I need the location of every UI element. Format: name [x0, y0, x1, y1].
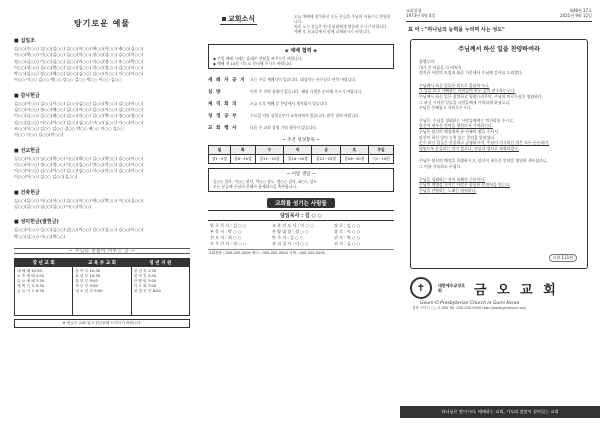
offering-column	[0, 0, 200, 424]
scripture-line: 당신이 하신 일이 능력 있는 일임을 알리셨다.	[419, 134, 496, 140]
reading-range: 창21~25장	[312, 155, 340, 164]
issue-line: 제48권 37호	[568, 8, 592, 13]
offering-group	[14, 37, 190, 84]
offering-names: 김○○(김○○) 이○○(이○○) 김○○(이○○) 배○○(박○○) 이○○(김○○)	[14, 197, 144, 203]
founding-line: 1973년 4월 4일	[406, 13, 436, 18]
reading-range: 시1~10편	[368, 155, 393, 164]
offering-names: 이○○(박○○) 이○○(김○○) 김○○(이○○) 정○○(김○○) 김○○(이○○)	[14, 52, 144, 58]
scripture-stanza	[419, 59, 579, 76]
schedule-row: 대 학 부 2:00	[133, 273, 157, 278]
offering-group-head: ■ 감사헌금	[14, 92, 40, 99]
welcome-line: 처음 오신 분들은 안내 위원에게 말씀해 주시기 바랍니다.	[294, 24, 389, 29]
schedule-row: 청 년 부 1:30	[133, 268, 157, 273]
bullet-icon	[222, 17, 226, 21]
news-label: 심 방	[208, 90, 222, 96]
news-header-title: 교회소식	[228, 15, 256, 23]
church-english-name: Geum-O Presbyterian Church in Gumi Korea	[420, 301, 520, 306]
schedule-rows	[15, 267, 72, 315]
founding-info	[406, 8, 435, 18]
staff-member: 교 육 전 도 사 : 이 ○ ○	[272, 223, 314, 229]
news-item	[208, 113, 394, 119]
schedule-column	[132, 259, 189, 315]
news-label: 교 회 행 사	[208, 126, 238, 132]
offering-names: 이○○ 이○○ 김○○ 박○○ 강○○ 김○○ 박○○ 이○○ 김○○	[14, 77, 122, 83]
church-identity	[410, 277, 588, 299]
birthday-title: ~ 이달 생일 ~	[286, 172, 316, 178]
news-text: 이번 주 지역 심방이 있습니다. 해당 가정은 준비해 주시기 바랍니다.	[250, 89, 363, 95]
issue-line: 2021년 9월 12일	[560, 13, 592, 18]
news-text: 다음 주 교회 창립 기념 행사가 있습니다.	[250, 125, 318, 131]
issue-meta	[406, 8, 592, 22]
offering-group	[14, 218, 190, 240]
senior-pastor: 담임목사 : 김 ○ ○	[208, 210, 394, 221]
birthday-box	[208, 168, 394, 192]
notice-lines	[213, 56, 389, 66]
denomination: 대한예수교장로회	[438, 283, 466, 293]
reading-day: 주일	[368, 146, 393, 155]
scripture-source: 시편 111편	[549, 254, 578, 262]
offering-names: 이○○(이○○) 김○○ 김○○(김○○)	[14, 174, 78, 180]
schedule-row: 새 벽 기 도 5:30	[17, 283, 45, 288]
schedule-row: 유 아 부 10:30	[75, 268, 101, 273]
offering-groups	[14, 37, 190, 240]
schedule-row: 기 도 회 7:00	[133, 283, 157, 288]
worship-notice-box	[208, 44, 394, 69]
offering-names: 조○○(이○○) 김○○ 김○○ 김○○ 박○○ 배○○ 이○○ 김○○	[14, 125, 124, 131]
schedule-head: 교 육 부 교 회	[73, 259, 130, 267]
scripture-text	[419, 59, 579, 193]
offering-names: 정○○(김○○) 이○○(김○○) 김○○(이○○) 이○○(정○○) 홍○○(박○○)	[14, 58, 144, 64]
staff-grid	[208, 223, 394, 247]
scripture-line: 당신이 세우신 언약을 영원토록 기억하신다.	[419, 123, 493, 129]
offering-names: 김○○(이○○) 정○○(배○○) 김○○(이○○) 김○○(이○○) 김○○(이○○)	[14, 107, 144, 113]
cover-column	[400, 0, 600, 424]
schedule-rows	[132, 267, 189, 315]
news-text: 오늘 오후 예배 후 본당에서 제직회가 있습니다.	[250, 101, 329, 107]
welcome-line: 예배 후 친교실에서 함께 교제하시기 바랍니다.	[294, 29, 371, 34]
staff-member: 원 로 목 사 : 김 ○ ○	[210, 223, 247, 229]
scripture-line: 그 이름 거룩하고 두렵다.	[419, 163, 462, 169]
offering-names: 김○○(이○○) 김○○(이○○) 김○○(김○○) 김○○(박○○) 김○○(이○○)	[14, 100, 144, 106]
church-motto: 표 어 : "하나님의 능력을 누리며 사는 성도"	[408, 27, 505, 33]
staff-member: 전 도 사 : 최 ○ ○	[210, 235, 242, 241]
staff-title: 교회를 섬기는 사람들	[267, 198, 335, 208]
news-item	[208, 77, 394, 83]
staff-member: 권 사 : 박 ○ ○	[334, 235, 361, 241]
schedule-row: 청 소 년 부 9:00	[75, 288, 103, 293]
offering-names: 김○○(김○○) 이○○(이○○) 김○○(김○○) 이○○(김○○) 이○○(이○○)	[14, 119, 144, 125]
staff-member: 반 주 자 : 김 ○ ○	[272, 235, 304, 241]
cross-logo-icon: ✝	[410, 277, 432, 299]
church-address: 경북 구미시 ○○로 000 Tel. 000-000-0000 http://www.geumoch.org	[412, 306, 526, 310]
staff-member: 장 로 : 이 ○ ○	[334, 229, 361, 235]
scripture-line: 주님께서 하신 일은 장엄하고 영광스러우며, 주님의 의로우심은 영원하다.	[419, 93, 543, 99]
offering-group-head: ■ 십일조	[14, 38, 35, 44]
offering-names: 김○○(이○○) 김○○(박○○) 이○○(박○○) 김○○(박○○) 김○○(이○○)	[14, 155, 144, 161]
reading-day: 금	[312, 146, 340, 155]
staff-member: 찬 양 대 장 : 정 ○ ○	[272, 229, 309, 235]
scripture-stanza	[419, 83, 579, 111]
staff-member: 사 무 간 사 : 정 ○ ○	[210, 241, 247, 247]
scripture-line: 주님은 당신의 백성에게 뭇 민족의 땅을 주셔서,	[419, 128, 500, 134]
scripture-line: 주님의 계명을 지키는 사람은 훌륭한 분별력을 얻는다.	[419, 182, 511, 188]
scripture-line: 영원토록 흔들리는 일이 없으니, 진실과 정의로 제정되었다.	[419, 145, 520, 151]
reading-day: 토	[340, 146, 368, 155]
news-text: 오는 주일 세례식이 있습니다. 대상자는 사무실로 연락 바랍니다.	[250, 77, 357, 83]
schedule-row: 유 치 부 10:30	[75, 273, 101, 278]
schedule-row: 금 요 기 도 8:30	[17, 288, 45, 293]
schedule-head: 청 년 지 원	[132, 259, 189, 267]
staff-member: 장 로 : 김 ○ ○	[334, 223, 361, 229]
news-item	[208, 125, 394, 131]
scripture-line: 주님을 경외하는 것이 지혜의 근본이다.	[419, 176, 486, 182]
schedule-row: 대 예 배 10:30	[17, 268, 42, 273]
offering-title: 탕기로운 예물	[73, 19, 131, 28]
offering-names: 이○○(김○○) 김○○(배○○) 김○○(이○○) 김○○(박○○) 정○○(정○○)	[14, 113, 144, 119]
scripture-line: 주님은, 주님을 경외하는 사람들에게는 먹거리를 주시고,	[419, 117, 515, 123]
scripture-line: 그 하신 기이한 일들을 사람들에게 기억하게 하셨으니,	[419, 99, 511, 105]
scripture-title: 주님께서 하신 일을 찬양하여라	[458, 46, 540, 53]
reading-day: 월	[209, 146, 231, 155]
contact-bar: 교회전화 : 000-000-0000 팩스 : 000-000-0000 사택 : 000-000-0000	[208, 249, 394, 256]
notice-title: ◈ 예배 협력 ◈	[284, 48, 318, 54]
scripture-line: 손수 하신 일들은 진실하고 공평하시며, 주님이 지시하신 법은 모두 든든하며,	[419, 140, 550, 146]
offering-names: 이○○ 이○○ 김○○(이○○)	[14, 132, 64, 138]
scripture-stanza	[419, 158, 579, 169]
offering-names: 김○○(주○○) 김○○(김○○) 김○○(이○○) 배○○(이○○) 배○○(김○○)	[14, 46, 144, 51]
offering-group	[14, 92, 190, 139]
reading-range: 창6~10장	[230, 155, 255, 164]
news-header	[208, 12, 394, 42]
reading-range: 창26~30장	[340, 155, 368, 164]
welcome-line: 오늘 예배에 참석하신 모든 분들을 주님의 이름으로 환영합니다.	[294, 14, 391, 24]
schedule-row: 수 요 예 배 7:30	[17, 278, 45, 283]
reading-table-title: ~ 주간 성경통독 ~	[282, 138, 320, 144]
slogan-bar: 하나님은 빛이시라, 예배하는 교회, 기도와 말씀이 살아있는 교회	[400, 406, 600, 418]
scripture-box	[410, 39, 588, 269]
schedule-column	[15, 259, 73, 315]
reading-range: 창1~5장	[209, 155, 231, 164]
reading-day: 수	[255, 146, 283, 155]
staff-member: 부 목 사 : 박 ○ ○	[210, 229, 242, 235]
scripture-line: 정직한 사람의 모임과 회중 가운데서 주님께 감사를 드리겠다.	[419, 70, 523, 76]
scripture-line: 주님께서 하신 일들은 참으로 훌륭하시니,	[419, 82, 490, 88]
offering-names: 박○○(김○○) 정○○(배○○) 김○○(김○○) 김○○(이○○) 이○○(이○○)	[14, 71, 144, 77]
church-name: 금 오 교 회	[474, 282, 559, 298]
scripture-line: 그 일을 보고 기뻐하는 사람들이 모두 깊이 연구하는구나.	[419, 88, 516, 94]
offering-group-head: ■ 성미헌금(쌀헌금)	[14, 219, 59, 226]
offering-group	[14, 189, 190, 211]
staff-member: 관 리 집 사 : 이 ○ ○	[272, 241, 309, 247]
birthday-lines	[213, 179, 389, 189]
worship-schedule-board	[14, 258, 190, 316]
news-column	[200, 0, 400, 424]
news-label: 제 직 회 의	[208, 102, 238, 108]
reading-day: 화	[230, 146, 255, 155]
staff-member: 권 사 : 김 ○ ○	[334, 241, 361, 247]
news-list	[208, 77, 394, 131]
birthday-line: 김○○ 집사, 이○○ 권사, 박○○ 성도, 정○○ 집사, 최○○ 성도	[213, 179, 317, 185]
offering-group	[14, 147, 190, 181]
news-label: 성 경 공 부	[208, 114, 238, 120]
news-label: 세 례 자 공 지	[208, 78, 246, 84]
notice-line: ◆ 예배 전 10분 기도로 준비해 주시기 바랍니다.	[213, 61, 293, 67]
notice-line: ◆ 주일 예배 시에는 휴대폰 전원을 꺼주시기 바랍니다.	[213, 56, 303, 61]
schedule-row: 성 경 공 부 8:00	[133, 288, 161, 293]
welcome-note	[294, 14, 394, 34]
schedule-rows	[73, 267, 130, 315]
schedule-row: 초 등 부 9:00	[75, 283, 98, 288]
schedule-head: 장 년 교 회	[15, 259, 72, 267]
offering-names: 이○○(정○○) 김○○(박○○) 김○○(김○○) 정○○(정○○) 김○○(이○○)	[14, 64, 144, 70]
offering-names: 김○○(이○○) 김○○(김○○) 김○○(이○○) 김○○(김○○) 김○○(이○○)	[14, 227, 144, 233]
offering-names: 이○○(이○○) 김○○(이○○) 김○○(김○○) 이○○(이○○) 김○○(이○○)	[14, 168, 144, 174]
news-header-badge	[220, 14, 257, 25]
schedule-column	[73, 259, 131, 315]
offering-group-head: ■ 건축헌금	[14, 189, 40, 196]
reading-range: 창11~15장	[255, 155, 283, 164]
schedule-row: 찬 양 팀 3:00	[133, 278, 157, 283]
scripture-line: 할렐루야.	[419, 59, 436, 64]
issue-info	[560, 8, 592, 18]
founding-line: 교회설립	[406, 8, 422, 13]
offering-names: 김○○(김○○) 김○○(김○○) 이○○(이○○)	[14, 204, 91, 210]
offering-names: 박○○(김○○) 이○○(박○○)	[14, 233, 65, 239]
offering-names: 이○○(이○○) 정○○(정○○) 이○○(김○○) 박○○(이○○) 김○○(이○○)	[14, 161, 144, 167]
news-text: 수요일 저녁 성경공부가 교육관에서 있습니다. 많은 참여 바랍니다.	[250, 113, 360, 119]
ornament-bar: ~ 주님의 말씀이 머무는 곳 ~	[14, 248, 190, 254]
schedule-row: 유 년 부 9:00	[75, 278, 98, 283]
scripture-stanza	[419, 118, 579, 152]
schedule-row: 오 후 예 배 2:00	[17, 273, 45, 278]
reading-range: 창16~20장	[284, 155, 312, 164]
scripture-line: 주님을 찬양하는 노래는 영원하다.	[419, 187, 477, 193]
offering-group-head: ■ 선교헌금	[14, 147, 40, 154]
scripture-line: 주님은 당신의 백성을 속량하시고, 당신이 세우신 언약을 영원히 세우셨으니,	[419, 158, 548, 164]
offering-footer: ※ 헌금은 교회 입구 헌금함에 드리시기 바랍니다.	[14, 319, 190, 328]
news-item	[208, 89, 394, 95]
reading-day: 목	[284, 146, 312, 155]
reading-table	[208, 145, 394, 164]
birthday-line: 모든 분들께 주님의 은혜가 함께하시길 축복합니다.	[213, 184, 298, 190]
scripture-line: 주님은 은혜롭고 자비로우시다.	[419, 105, 472, 111]
news-item	[208, 101, 394, 107]
scripture-stanza	[419, 177, 579, 194]
staff-title-row	[208, 198, 394, 208]
scripture-line: 내가 온 마음을 다 바쳐서,	[419, 64, 463, 70]
